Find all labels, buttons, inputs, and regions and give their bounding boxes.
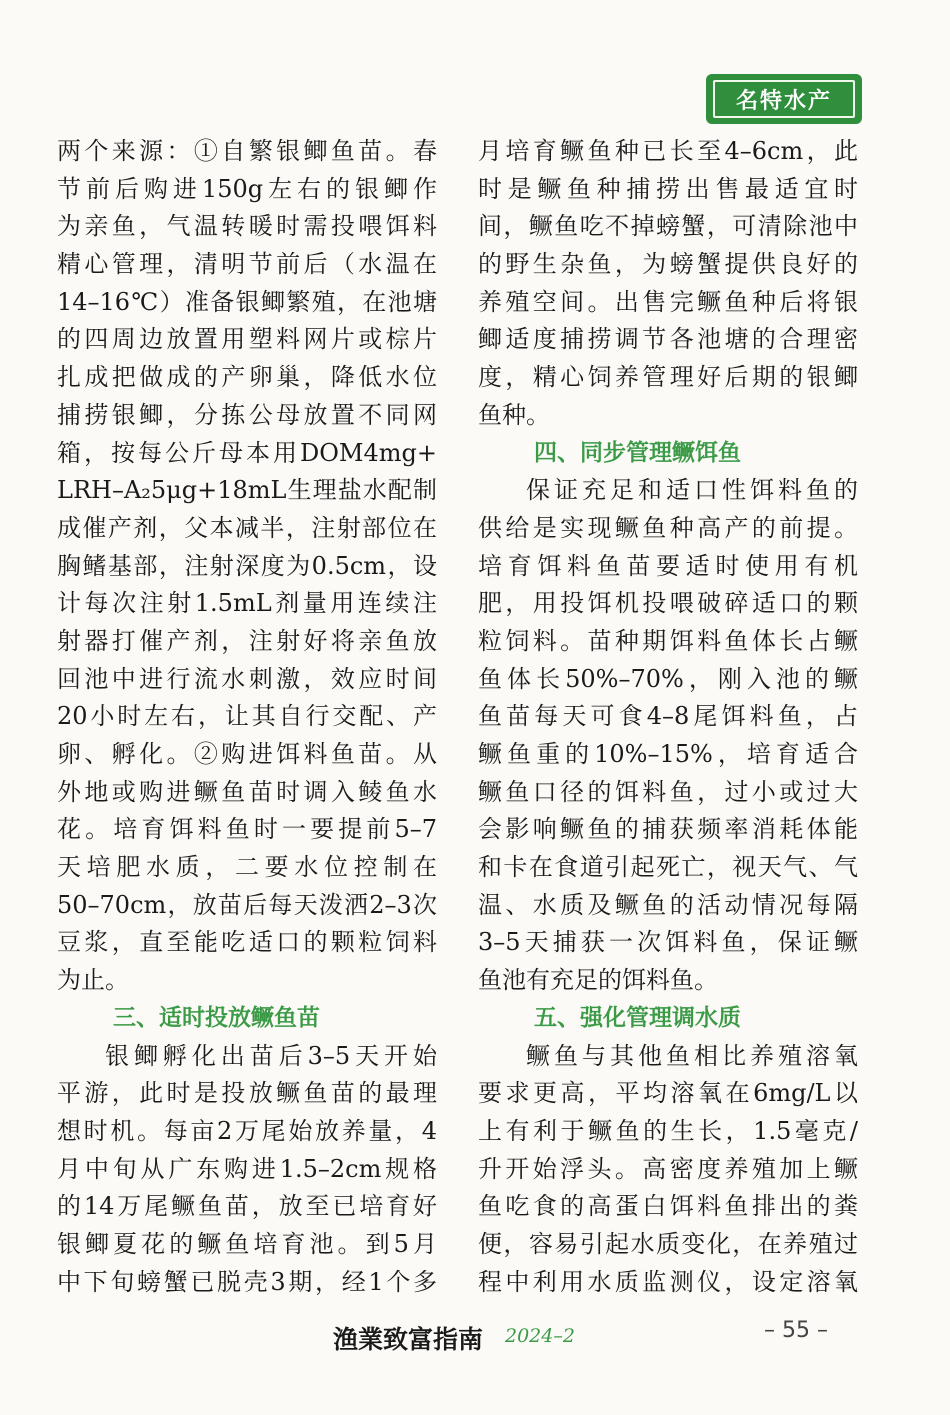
text-line: 花。培育饵料鱼时一要提前5–7	[57, 815, 437, 844]
right-column	[478, 133, 858, 1301]
text-line: 培育饵料鱼苗要适时使用有机	[478, 551, 858, 580]
text-line: 的野生杂鱼，为螃蟹提供良好的	[478, 250, 858, 279]
text-line: 的四周边放置用塑料网片或棕片	[57, 325, 437, 354]
text-line: 平游，此时是投放鳜鱼苗的最理	[57, 1079, 437, 1108]
text-line: 温、水质及鳜鱼的活动情况每隔	[478, 890, 858, 919]
section-heading: 五、强化管理调水质	[534, 1004, 741, 1031]
text-line: 养殖空间。出售完鳜鱼种后将银	[478, 287, 858, 316]
text-line: 上有利于鳜鱼的生长，1.5毫克/	[478, 1116, 858, 1145]
text-line: 鱼体长50%–70%，刚入池的鳜	[478, 664, 858, 693]
text-line: 鱼种。	[478, 400, 550, 429]
text-line: 月培育鳜鱼种已长至4–6cm，此	[478, 137, 858, 165]
text-line: 鳜鱼重的10%–15%，培育适合	[478, 740, 858, 768]
left-column	[57, 133, 437, 1301]
section-badge	[708, 76, 860, 122]
text-line: 银鲫孵化出苗后3–5天开始	[105, 1041, 437, 1070]
text-line: 20小时左右，让其自行交配、产	[57, 702, 437, 731]
text-line: 天培肥水质，二要水位控制在	[57, 853, 437, 882]
issue-number: 2024–2	[505, 1325, 575, 1347]
text-line: 14–16℃）准备银鲫繁殖，在池塘	[57, 287, 437, 316]
text-line: 升开始浮头。高密度养殖加上鳜	[478, 1154, 858, 1183]
text-line: 中下旬螃蟹已脱壳3期，经1个多	[57, 1267, 437, 1296]
text-line: 便，容易引起水质变化，在养殖过	[478, 1229, 858, 1258]
text-line: 回池中进行流水刺激，效应时间	[57, 664, 437, 693]
text-line: 扎成把做成的产卵巢，降低水位	[57, 363, 437, 392]
text-line: 精心管理，清明节前后（水温在	[57, 250, 437, 279]
text-line: 50–70cm，放苗后每天泼洒2–3次	[57, 890, 437, 919]
text-line: 为止。	[57, 966, 129, 995]
text-line: 时是鳜鱼种捕捞出售最适宜时	[478, 174, 858, 203]
text-line: 3–5天捕获一次饵料鱼，保证鳜	[478, 928, 858, 957]
text-line: 鱼苗每天可食4–8尾饵料鱼，占	[478, 702, 858, 731]
text-line: 射器打催产剂，注射好将亲鱼放	[57, 626, 437, 655]
text-line: 会影响鳜鱼的捕获频率消耗体能	[478, 815, 858, 844]
text-line: 要求更高，平均溶氧在6mg/L以	[478, 1079, 858, 1108]
text-line: 月中旬从广东购进1.5–2cm规格	[57, 1154, 437, 1183]
section-badge-label: 名特水产	[713, 80, 855, 118]
section-heading: 四、同步管理鳜饵鱼	[534, 439, 741, 466]
text-line: 箱，按每公斤母本用DOM4mg+	[57, 438, 437, 467]
text-line: 鱼吃食的高蛋白饵料鱼排出的粪	[478, 1192, 858, 1221]
text-line: 想时机。每亩2万尾始放养量，4	[57, 1116, 437, 1145]
text-line: 豆浆，直至能吃适口的颗粒饲料	[57, 928, 437, 957]
text-line: 为亲鱼，气温转暖时需投喂饵料	[57, 212, 437, 241]
page-number: – 55 –	[764, 1318, 828, 1343]
text-line: 保证充足和适口性饵料鱼的	[526, 476, 858, 505]
text-line: 肥，用投饵机投喂破碎适口的颗	[478, 589, 858, 618]
text-line: 卵、孵化。②购进饵料鱼苗。从	[57, 740, 437, 768]
text-line: 间，鳜鱼吃不掉螃蟹，可清除池中	[478, 212, 858, 241]
text-line: 和卡在食道引起死亡，视天气、气	[478, 853, 858, 882]
text-line: 鳜鱼与其他鱼相比养殖溶氧	[526, 1041, 858, 1070]
text-line: 鱼池有充足的饵料鱼。	[478, 966, 718, 995]
text-line: 成催产剂，父本减半，注射部位在	[57, 513, 437, 542]
section-heading: 三、适时投放鳜鱼苗	[113, 1004, 320, 1031]
text-line: 两个来源：①自繁银鲫鱼苗。春	[57, 137, 437, 165]
text-line: 的14万尾鳜鱼苗，放至已培育好	[57, 1192, 437, 1221]
text-line: 供给是实现鳜鱼种高产的前提。	[478, 513, 858, 542]
text-line: 计每次注射1.5mL剂量用连续注	[57, 589, 437, 618]
text-line: 银鲫夏花的鳜鱼培育池。到5月	[57, 1229, 437, 1258]
text-line: 鳜鱼口径的饵料鱼，过小或过大	[478, 777, 858, 806]
text-line: 粒饲料。苗种期饵料鱼体长占鳜	[478, 626, 858, 655]
text-line: 度，精心饲养管理好后期的银鲫	[478, 363, 858, 392]
text-line: 外地或购进鳜鱼苗时调入鲮鱼水	[57, 777, 437, 806]
text-line: 程中利用水质监测仪，设定溶氧	[478, 1267, 858, 1296]
text-line: 节前后购进150g左右的银鲫作	[57, 174, 437, 203]
text-line: 胸鳍基部，注射深度为0.5cm，设	[57, 551, 437, 580]
text-line: 捕捞银鲫，分拣公母放置不同网	[57, 400, 437, 429]
text-line: LRH–A₂5μg+18mL生理盐水配制	[57, 476, 437, 505]
text-line: 鲫适度捕捞调节各池塘的合理密	[478, 325, 858, 354]
journal-title: 渔業致富指南	[333, 1325, 484, 1354]
